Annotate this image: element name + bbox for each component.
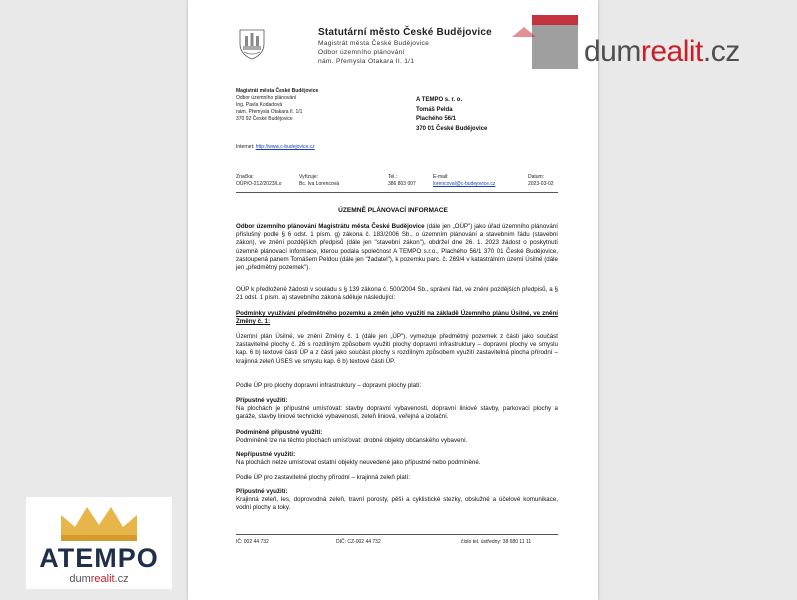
sender-address <box>236 88 318 123</box>
intro-rest: (dále jen „OÚP") jako úřad územního plánování příslušný podle § 6 odst. 1 písm. g) zákona č. 183/2006 Sb., o územním plánování a stavebním řádu (stavební zákon), ve znění pozdějších předpisů (dále jen "stavební zákon"), obdržel dne 26. 1. 2023 žádost o poskytnutí územně plánovací informace, kterou podala společnost A TEMPO s.r.o., Plachého 56/1 370 01 České Budějovice, zastoupená panem Tomášem Peldou (dále jen "žadatel"), k pozemku parc. č. 269/4 v katastrálním území Úsilné (dále jen „předmětný pozemek"). <box>236 223 558 272</box>
document-title: ÚZEMNĚ PLÁNOVACÍ INFORMACE <box>338 207 448 214</box>
meta-datum-value: 2023-03-02 <box>528 181 554 187</box>
recipient-line-2: Tomáš Pelda <box>416 106 453 113</box>
paragraph-zoning: Územní plán Úsilné, ve znění Změny č. 1 (dále jen „ÚP"), vymezuje předmětný pozemek z části jako součást zastavitelné plochy č. 26 s rozdílným způsobem využití plochy dopravní infrastruktury – dopravní plochy ve smyslu kap. 6 b) textové části ÚP a z části jako součást plochy s rozdílným způsobem využití zastavitelná plocha přírodní – krajinná zeleň ÚSES ve smyslu kap. 6 b) textové části ÚP. <box>236 333 558 365</box>
heading-forbidden: Nepřípustné využití: <box>236 451 296 458</box>
meta-email-value[interactable]: lorencoval@c-budejovice.cz <box>433 181 496 187</box>
paragraph-intro <box>236 223 558 272</box>
recipient-line-3: Plachého 56/1 <box>416 116 457 122</box>
atempo-logo <box>26 497 172 589</box>
internet-label: Internet: <box>236 144 255 150</box>
meta-znacka-label: Značka: <box>236 174 254 180</box>
dumrealit-watermark <box>510 13 775 73</box>
logo-sub2: realit <box>90 573 115 585</box>
logo-sub3: .cz <box>114 573 129 585</box>
wm-part1: dum <box>584 35 641 68</box>
header-line-1: Magistrát města České Budějovice <box>318 40 430 47</box>
paragraph-transport: Podle ÚP pro plochy dopravní infrastruktury – dopravní plochy platí: <box>236 382 422 389</box>
recipient-line-1: A TEMPO s. r. o. <box>416 97 463 103</box>
sender-line-1: Magistrát města České Budějovice <box>236 88 319 94</box>
logo-sub1: dum <box>69 573 91 585</box>
crown-icon <box>57 503 141 543</box>
dumrealit-wordmark <box>584 35 740 69</box>
recipient-address <box>416 96 487 134</box>
sender-line-5: 370 92 České Budějovice <box>236 116 293 122</box>
meta-tel-value: 386 803 007 <box>388 181 416 187</box>
internet-line <box>236 144 315 151</box>
recipient-line-4: 370 01 České Budějovice <box>416 125 488 132</box>
paragraph-legal: OÚP k předložené žádosti v souladu s § 139 zákona č. 500/2004 Sb., správní řád, ve znění pozdějších předpisů, a § 21 odst. 1 písm. a) stavebního zákona sděluje následující: <box>236 286 558 302</box>
internet-link[interactable]: http://www.c-budejovice.cz <box>255 144 315 150</box>
text-forbidden: Na plochách nelze umísťovat ostatní objekty neuvedené jako přípustné nebo podmíněné. <box>236 459 481 466</box>
footer-ic: IČ: 002 44 732 <box>236 539 269 545</box>
meta-vyrizuje-label: Vyřizuje: <box>299 174 318 180</box>
atempo-name: ATEMPO <box>39 543 159 573</box>
footer-phone: číslo tel. ústředny: 38 680 11 11 <box>461 539 532 545</box>
heading-conditional: Podmíněně přípustné využití: <box>236 429 323 436</box>
document-page <box>188 0 598 600</box>
meta-vyrizuje-value: Bc. Iva Lorencová <box>299 181 340 187</box>
paragraph-greenery: Podle ÚP pro zastavitelné plochy přírodní – krajinná zeleň platí: <box>236 474 410 481</box>
footer-dic: DIČ: CZ-002 44 732 <box>336 539 381 545</box>
meta-tel-label: Tel.: <box>388 174 398 180</box>
city-crest-icon <box>238 26 266 60</box>
heading-permitted-1: Přípustné využití: <box>236 397 288 404</box>
meta-znacka-value: OÚP/O-212/2023/Lo <box>236 181 282 187</box>
intro-bold: Odbor územního plánování Magistrátu města České Budějovice <box>236 223 425 230</box>
text-conditional: Podmíněně lze na těchto plochách umísťovat: drobné objekty občanského vybavení. <box>236 437 468 444</box>
paragraph-conditions-heading: Podmínky využívání předmětného pozemku a změn jeho využití na základě Územního plánu Úsilné, ve znění Změny č. 1: <box>236 310 558 326</box>
footer-divider <box>236 534 558 535</box>
wm-part3: .cz <box>702 35 740 68</box>
dumrealit-house-icon <box>510 13 580 71</box>
wm-part2: realit <box>640 35 703 68</box>
atempo-sub <box>26 573 172 585</box>
sender-line-2: Odbor územního plánování <box>236 95 297 101</box>
sender-line-3: Ing. Pavla Kodadová <box>236 102 283 108</box>
header-line-3: nám. Přemysla Otakara II. 1/1 <box>318 58 415 65</box>
text-permitted-1: Na plochách je přípustné umísťovat: stavby dopravní vybavenosti, dopravní liniové stavby, parkovací plochy a garáže, stavby liniové technické vybavenosti, zeleň liniová, veřejná a izolační. <box>236 405 558 421</box>
heading-permitted-2: Přípustné využití: <box>236 488 288 495</box>
meta-datum-label: Datum: <box>528 174 545 180</box>
header-title: Statutární město České Budějovice <box>318 27 492 38</box>
meta-divider <box>236 192 558 193</box>
header-line-2: Odbor územního plánování <box>318 49 405 56</box>
text-permitted-2: Krajinná zeleň, les, doprovodná zeleň, travní porosty, pěší a cyklistické stezky, obslužné a účelové komunikace, vodní plochy a toky. <box>236 496 558 512</box>
sender-line-4: nám. Přemysla Otakara II. 1/1 <box>236 109 303 115</box>
meta-email-label: E-mail: <box>433 174 449 180</box>
